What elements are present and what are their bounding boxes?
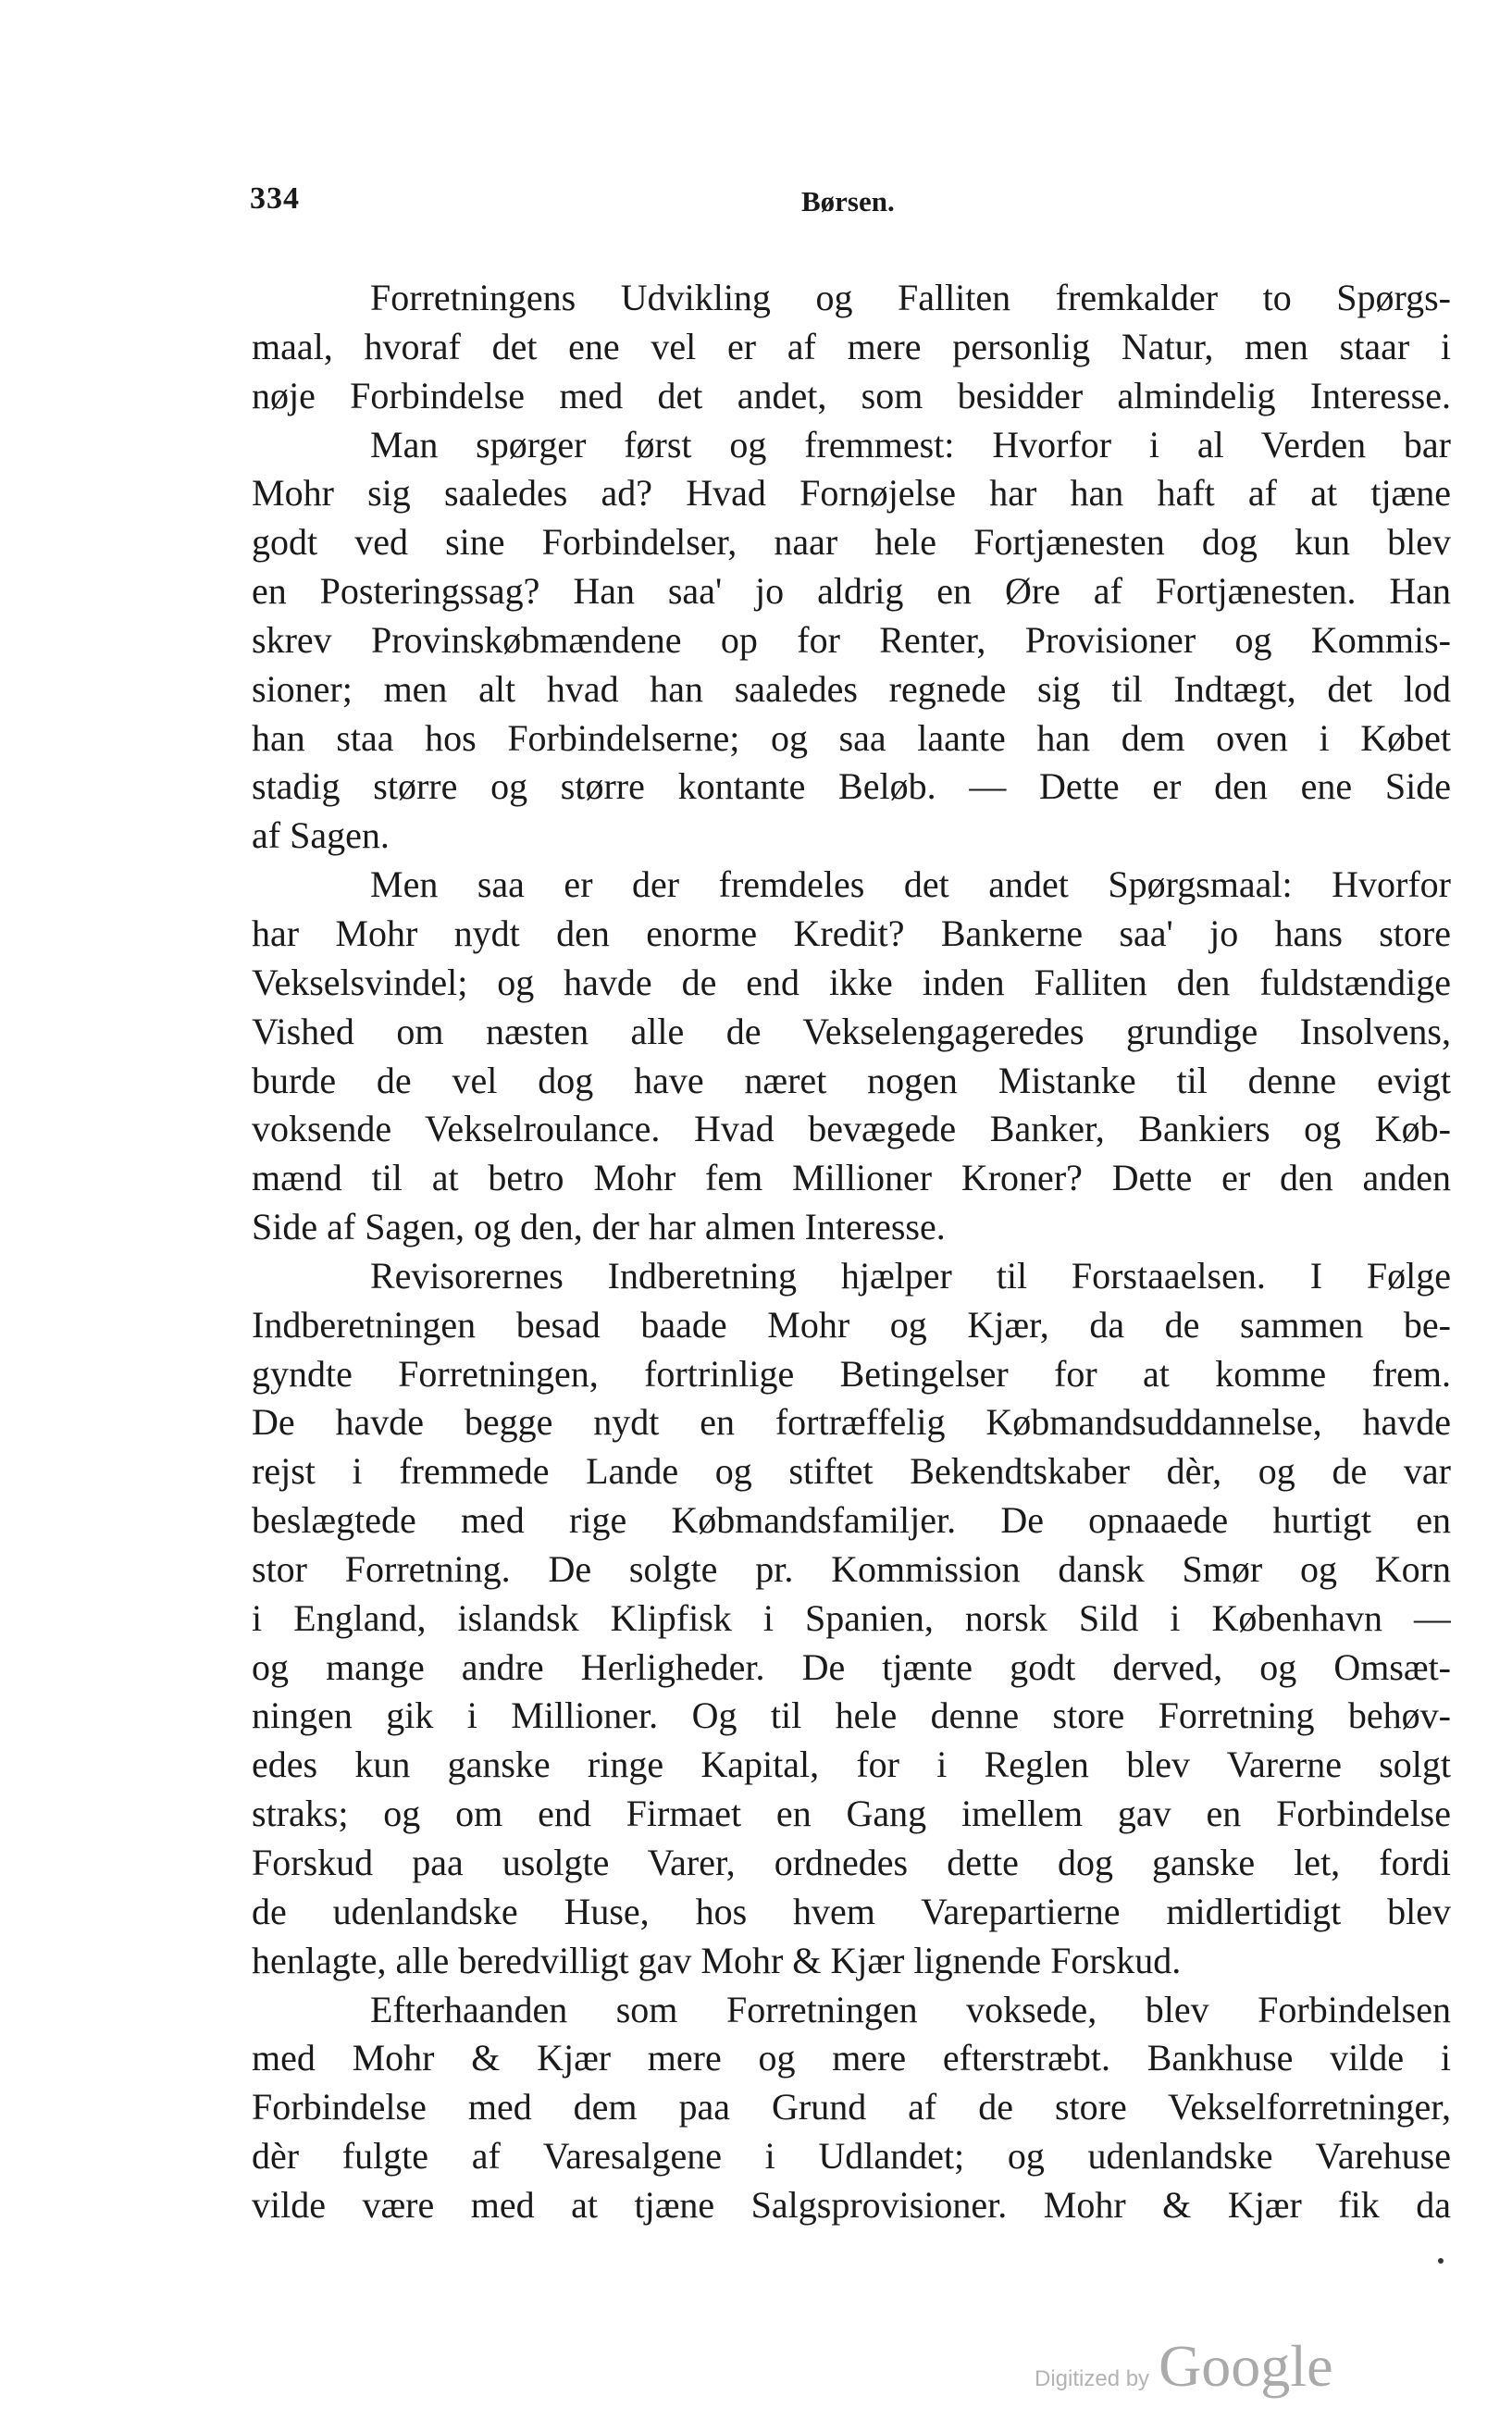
text-line: Forbindelse med dem paa Grund af de store Vekselforretninger, xyxy=(252,2086,1451,2128)
digitized-by-watermark xyxy=(1035,2332,1332,2397)
text-line: vilde være med at tjæne Salgsprovisioner. Mohr & Kjær fik da xyxy=(252,2183,1451,2226)
text-line: mænd til at betro Mohr fem Millioner Kroner? Dette er den anden xyxy=(252,1157,1451,1199)
body-text xyxy=(252,274,1451,2230)
text-line: edes kun ganske ringe Kapital, for i Reglen blev Varerne solgt xyxy=(252,1744,1451,1786)
text-line: skrev Provinskøbmændene op for Renter, Provisioner og Kommis- xyxy=(252,618,1451,661)
text-line: en Posteringssag? Han saa' jo aldrig en Øre af Fortjænesten. Han xyxy=(252,570,1451,613)
scan-speck xyxy=(1438,2258,1444,2264)
text-line: sioner; men alt hvad han saaledes regnede sig til Indtægt, det lod xyxy=(252,667,1451,710)
text-line: Men saa er der fremdeles det andet Spørgsmaal: Hvorfor xyxy=(370,863,1451,906)
text-line: Mohr sig saaledes ad? Hvad Fornøjelse har han haft af at tjæne xyxy=(252,472,1451,515)
text-line: med Mohr & Kjær mere og mere efterstræbt. Bankhuse vilde i xyxy=(252,2037,1451,2079)
text-line: Man spørger først og fremmest: Hvorfor i al Verden bar xyxy=(370,423,1451,465)
digitized-by-label: Digitized by xyxy=(1035,2366,1150,2391)
running-head xyxy=(250,181,1453,228)
text-line: ningen gik i Millioner. Og til hele denne store Forretning behøv- xyxy=(252,1694,1451,1737)
page-number: 334 xyxy=(250,181,300,216)
text-line: dèr fulgte af Varesalgene i Udlandet; og udenlandske Varehuse xyxy=(252,2135,1451,2178)
text-line: Vekselsvindel; og havde de end ikke inden Falliten den fuldstændige xyxy=(252,961,1451,1003)
text-line: burde de vel dog have næret nogen Mistanke til denne evigt xyxy=(252,1059,1451,1101)
text-line: han staa hos Forbindelserne; og saa laante han dem oven i Købet xyxy=(252,716,1451,759)
text-line: har Mohr nydt den enorme Kredit? Bankerne saa' jo hans store xyxy=(252,912,1451,954)
google-logo: Google xyxy=(1159,2333,1333,2399)
text-line: Indberetningen besad baade Mohr og Kjær, da de sammen be- xyxy=(252,1303,1451,1346)
running-title: Børsen. xyxy=(801,185,895,217)
text-line: rejst i fremmede Lande og stiftet Bekendtskaber dèr, og de var xyxy=(252,1450,1451,1493)
text-line: voksende Vekselroulance. Hvad bevægede Banker, Bankiers og Køb- xyxy=(252,1108,1451,1150)
text-line: og mange andre Herligheder. De tjænte godt derved, og Omsæt- xyxy=(252,1645,1451,1688)
text-line: godt ved sine Forbindelser, naar hele Fortjænesten dog kun blev xyxy=(252,521,1451,564)
text-line: Vished om næsten alle de Vekselengageredes grundige Insolvens, xyxy=(252,1010,1451,1052)
text-line: De havde begge nydt en fortræffelig Købmandsuddannelse, havde xyxy=(252,1401,1451,1444)
text-line: beslægtede med rige Købmandsfamiljer. De opnaaede hurtigt en xyxy=(252,1499,1451,1542)
text-line: Revisorernes Indberetning hjælper til Forstaaelsen. I Følge xyxy=(370,1254,1451,1297)
text-line: straks; og om end Firmaet en Gang imellem gav en Forbindelse xyxy=(252,1793,1451,1835)
text-line: de udenlandske Huse, hos hvem Varepartierne midlertidigt blev xyxy=(252,1890,1451,1932)
text-line: stor Forretning. De solgte pr. Kommission dansk Smør og Korn xyxy=(252,1547,1451,1590)
text-line: henlagte, alle beredvilligt gav Mohr & Kjær lignende Forskud. xyxy=(252,1939,1182,1981)
text-line: Forskud paa usolgte Varer, ordnedes dette dog ganske let, fordi xyxy=(252,1842,1451,1883)
text-line: Forretningens Udvikling og Falliten fremkalder to Spørgs- xyxy=(370,277,1451,318)
text-line: af Sagen. xyxy=(252,814,390,857)
text-line: maal, hvoraf det ene vel er af mere personlig Natur, men staar i xyxy=(252,325,1451,367)
text-line: gyndte Forretningen, fortrinlige Betingelser for at komme frem. xyxy=(252,1352,1451,1395)
text-line: stadig større og større kontante Beløb. — Dette er den ene Side xyxy=(252,765,1451,808)
text-line: i England, islandsk Klipfisk i Spanien, norsk Sild i København — xyxy=(252,1596,1451,1639)
text-line: nøje Forbindelse med det andet, som besidder almindelig Interesse. xyxy=(252,374,1451,416)
text-line: Efterhaanden som Forretningen voksede, blev Forbindelsen xyxy=(370,1988,1451,2030)
text-line: Side af Sagen, og den, der har almen Interesse. xyxy=(252,1206,946,1248)
